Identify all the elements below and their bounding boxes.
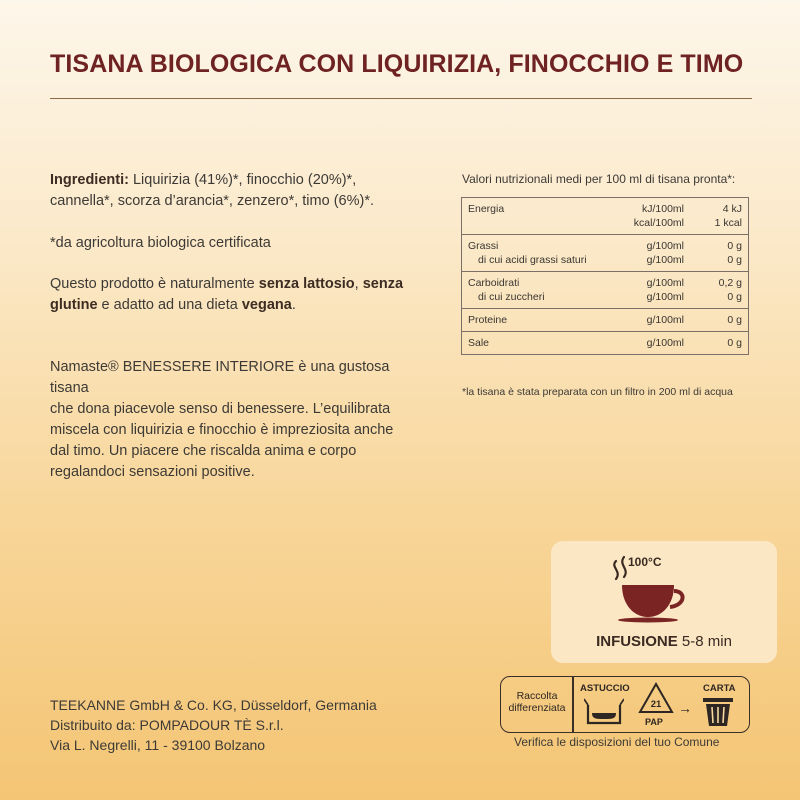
nutrient-value: 1 kcal bbox=[714, 217, 742, 229]
description-line: dal timo. Un piacere che riscalda anima e corpo bbox=[50, 443, 357, 459]
recycling-label-line: differenziata bbox=[508, 702, 566, 714]
nutrient-subname: di cui acidi grassi saturi bbox=[478, 254, 587, 266]
certification-note: *da agricoltura biologica certificata bbox=[50, 235, 271, 251]
recycle-triangle-icon bbox=[636, 681, 676, 722]
infusion-label bbox=[551, 633, 777, 650]
nutrition-row-energy bbox=[462, 198, 748, 235]
nutrient-unit: g/100ml bbox=[646, 314, 684, 326]
bin-icon bbox=[700, 694, 736, 733]
infusion-time: 5-8 min bbox=[677, 633, 732, 650]
nutrient-unit: g/100ml bbox=[646, 254, 684, 266]
title-divider bbox=[50, 98, 752, 99]
nutrient-unit: g/100ml bbox=[646, 277, 684, 289]
recycling-divider bbox=[572, 677, 574, 732]
description-line: che dona piacevole senso di benessere. L’equilibrata bbox=[50, 401, 391, 417]
pap-label: PAP bbox=[645, 717, 663, 727]
box-icon bbox=[584, 697, 624, 732]
distributor-address: Via L. Negrelli, 11 - 39100 Bolzano bbox=[50, 737, 266, 753]
nutrient-value: 0 g bbox=[727, 240, 742, 252]
description-line: miscela con liquirizia e finocchio è impreziosita anche bbox=[50, 422, 394, 438]
free-text-3: e adatto ad una dieta bbox=[97, 297, 242, 313]
nutrient-unit: g/100ml bbox=[646, 337, 684, 349]
nutrition-row-carbs bbox=[462, 272, 748, 309]
recycling-label bbox=[504, 690, 570, 714]
manufacturer-line: TEEKANNE GmbH & Co. KG, Düsseldorf, Germania bbox=[50, 697, 377, 713]
description-line: regalandoci sensazioni positive. bbox=[50, 464, 255, 480]
astuccio-label: ASTUCCIO bbox=[580, 683, 630, 694]
free-text-1: Questo prodotto è naturalmente bbox=[50, 276, 259, 292]
free-bold-glutine: glutine bbox=[50, 297, 98, 313]
nutrition-row-fat bbox=[462, 235, 748, 272]
nutrition-footnote: *la tisana è stata preparata con un filtro in 200 ml di acqua bbox=[462, 386, 733, 398]
nutrient-name: Carboidrati bbox=[468, 277, 520, 289]
free-from-block bbox=[50, 274, 430, 316]
infusion-title: INFUSIONE bbox=[596, 633, 678, 650]
nutrition-row-salt bbox=[462, 332, 748, 354]
ingredients-text-2: cannella*, scorza d’arancia*, zenzero*, timo (6%)*. bbox=[50, 193, 374, 209]
nutrient-value: 0,2 g bbox=[718, 277, 742, 289]
ingredients-label: Ingredienti: bbox=[50, 172, 129, 188]
free-text-2: , bbox=[354, 276, 363, 292]
nutrient-name: Sale bbox=[468, 337, 490, 349]
nutrient-value: 0 g bbox=[727, 254, 742, 266]
nutrient-value: 0 g bbox=[727, 337, 742, 349]
nutrient-value: 4 kJ bbox=[722, 203, 742, 215]
carta-label: CARTA bbox=[703, 683, 736, 694]
arrow-right-icon: → bbox=[678, 700, 692, 716]
recycling-verify-note: Verifica le disposizioni del tuo Comune bbox=[514, 735, 720, 749]
nutrient-name: Energia bbox=[468, 203, 505, 215]
page-title: TISANA BIOLOGICA CON LIQUIRIZIA, FINOCCHIO E TIMO bbox=[50, 50, 744, 78]
nutrition-row-protein bbox=[462, 309, 748, 332]
nutrient-unit: g/100ml bbox=[646, 291, 684, 303]
nutrition-caption: Valori nutrizionali medi per 100 ml di tisana pronta*: bbox=[462, 172, 736, 186]
nutrition-table bbox=[461, 197, 749, 355]
free-bold-lactose: senza lattosio bbox=[258, 276, 355, 292]
nutrient-subname: di cui zuccheri bbox=[478, 291, 545, 303]
ingredients-text-1: Liquirizia (41%)*, finocchio (20%)*, bbox=[128, 172, 357, 188]
ingredients-block bbox=[50, 170, 420, 212]
free-bold-vegana: vegana bbox=[241, 297, 292, 313]
infusion-temperature: 100°C bbox=[628, 555, 662, 569]
recycling-label-line: Raccolta bbox=[516, 690, 558, 702]
description-line: Namaste® BENESSERE INTERIORE è una gustosa tisana bbox=[50, 359, 390, 396]
pap-number: 21 bbox=[650, 699, 662, 710]
nutrient-unit: kJ/100ml bbox=[641, 203, 684, 215]
product-description bbox=[50, 357, 430, 483]
nutrient-value: 0 g bbox=[727, 314, 742, 326]
free-bold-senza: senza bbox=[362, 276, 404, 292]
nutrient-unit: g/100ml bbox=[646, 240, 684, 252]
distributor-line: Distribuito da: POMPADOUR TÈ S.r.l. bbox=[50, 717, 284, 733]
nutrient-unit: kcal/100ml bbox=[633, 217, 684, 229]
nutrient-name: Grassi bbox=[468, 240, 499, 252]
nutrient-value: 0 g bbox=[727, 291, 742, 303]
nutrient-name: Proteine bbox=[468, 314, 508, 326]
free-text-4: . bbox=[291, 297, 296, 313]
